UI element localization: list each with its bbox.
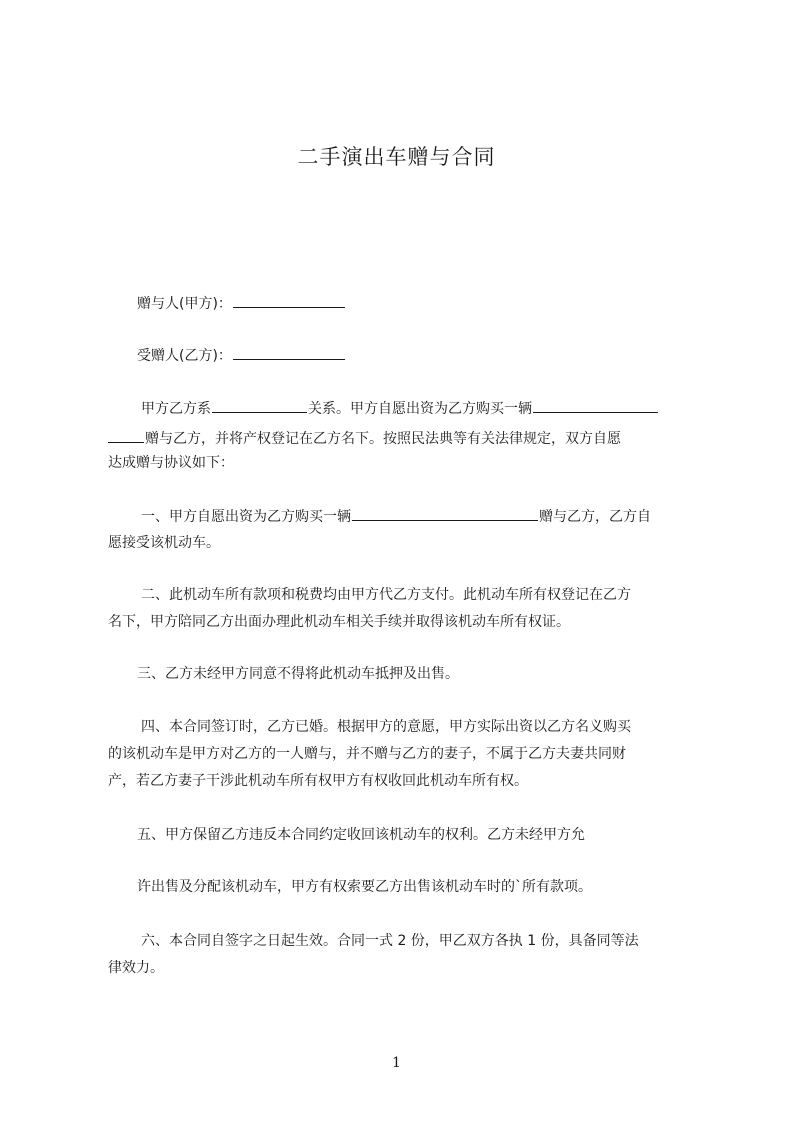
intro-line-2 — [108, 427, 621, 449]
clause-3-line: 三、乙方未经甲方同意不得将此机动车抵押及出售。 — [137, 666, 459, 682]
clause-1-text-b: 赠与乙方，乙方自 — [539, 509, 651, 525]
clause-5-line-2: 许出售及分配该机动车，甲方有权索要乙方出售该机动车时的`所有款项。 — [137, 879, 592, 895]
vehicle-blank-1-cont[interactable] — [108, 427, 144, 443]
clause-2-line-1: 二、此机动车所有款项和税费均由甲方代乙方支付。此机动车所有权登记在乙方 — [141, 587, 631, 603]
clause-4-line-1: 四、本合同签订时，乙方已婚。根据甲方的意愿，甲方实际出资以乙方名义购买 — [141, 719, 631, 735]
intro-text-1b: 关系。甲方自愿出资为乙方购买一辆 — [308, 401, 532, 417]
relationship-blank[interactable] — [212, 397, 307, 413]
donee-line — [137, 344, 346, 366]
clause-4-line-2: 的该机动车是甲方对乙方的一人赠与，并不赠与乙方的妻子，不属于乙方夫妻共同财 — [108, 746, 626, 762]
clause-6-line-1: 六、本合同自签字之日起生效。合同一式 2 份，甲乙双方各执 1 份，具备同等法 — [141, 933, 639, 949]
intro-line-3: 达成赠与协议如下： — [108, 455, 234, 471]
donor-line — [137, 292, 346, 314]
clause-2-line-2: 名下，甲方陪同乙方出面办理此机动车相关手续并取得该机动车所有权证。 — [108, 614, 570, 630]
donee-label: 受赠人(乙方)： — [137, 348, 232, 364]
donor-label: 赠与人(甲方)： — [137, 296, 232, 312]
intro-text-2: 赠与乙方，并将产权登记在乙方名下。按照民法典等有关法律规定，双方自愿 — [145, 431, 621, 447]
vehicle-blank-2[interactable] — [352, 505, 538, 521]
intro-text-1a: 甲方乙方系 — [141, 401, 211, 417]
clause-5-line-1: 五、甲方保留乙方违反本合同约定收回该机动车的权利。乙方未经甲方允 — [137, 827, 585, 843]
clause-1-text-a: 一、甲方自愿出资为乙方购买一辆 — [141, 509, 351, 525]
clause-1-line-2: 愿接受该机动车。 — [108, 535, 220, 551]
clause-4-line-3: 产，若乙方妻子干涉此机动车所有权甲方有权收回此机动车所有权。 — [108, 773, 528, 789]
vehicle-blank-1[interactable] — [533, 397, 658, 413]
document-title: 二手演出车赠与合同 — [297, 145, 496, 169]
donee-blank[interactable] — [233, 344, 345, 360]
intro-line-1 — [141, 397, 659, 419]
donor-blank[interactable] — [233, 292, 345, 308]
clause-1-line-1 — [141, 505, 651, 527]
page-number: 1 — [392, 1055, 401, 1071]
clause-6-line-2: 律效力。 — [108, 960, 164, 976]
